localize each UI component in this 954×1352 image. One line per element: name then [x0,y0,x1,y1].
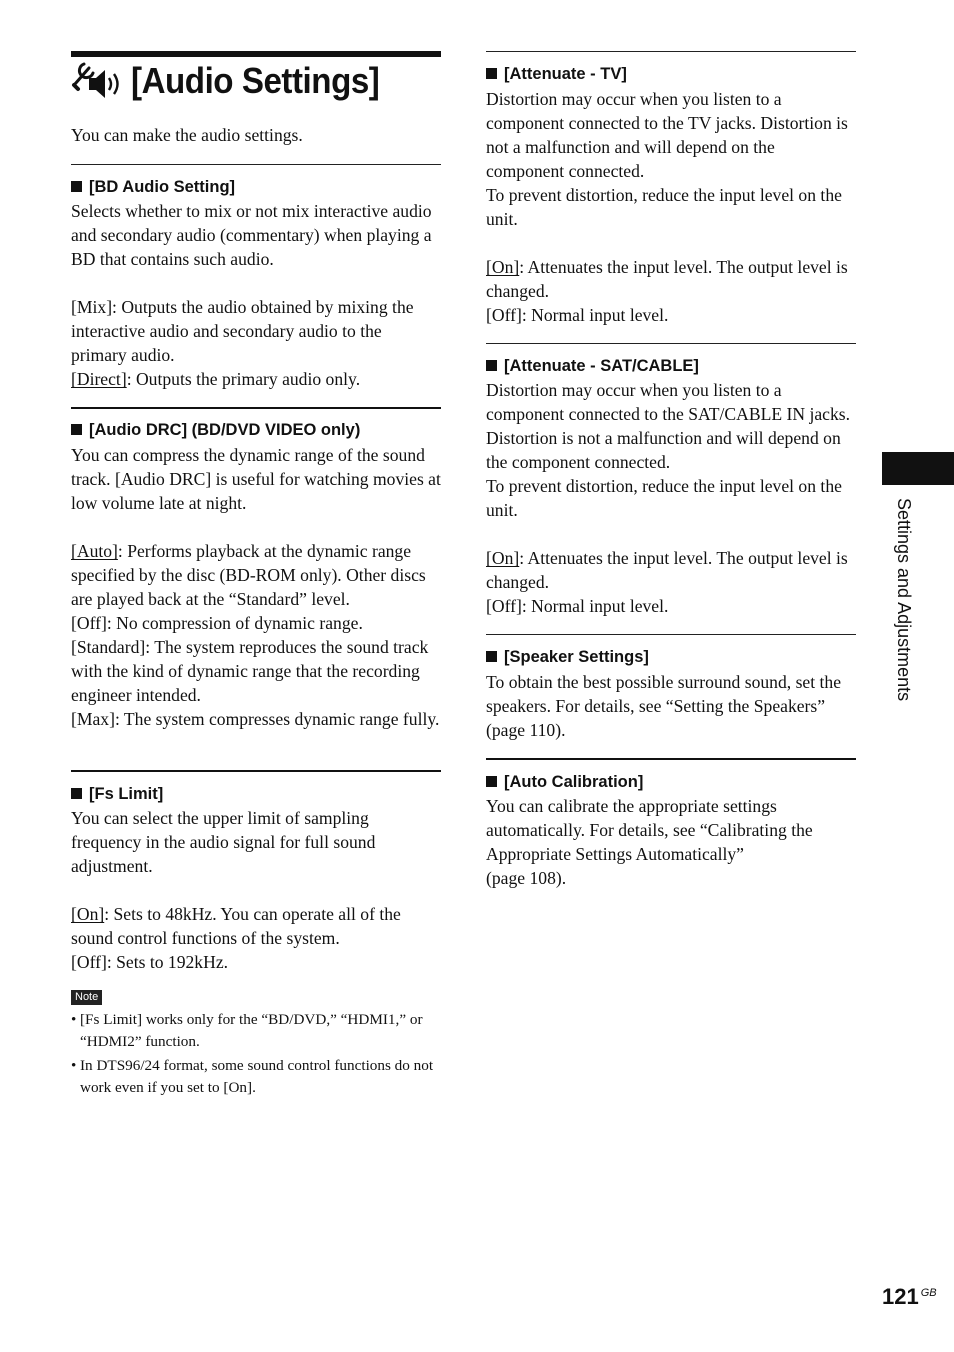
square-bullet-icon [486,776,497,787]
description: You can calibrate the appropriate settings automatically. For details, see “Calibrating the Appropriate Settings Automatically” [486,796,813,864]
option-standard: [Standard]: The system reproduces the sound track with the kind of dynamic range that the recording engineer intended. [71,637,429,705]
option-text: : Attenuates the input level. The output level is changed. [486,548,848,592]
option-text: : Performs playback at the dynamic range specified by the disc (BD-ROM only). Other discs are played back at the “Standard” level. [71,541,426,609]
square-bullet-icon [486,68,497,79]
heading-text: [BD Audio Setting] [89,178,236,196]
option-direct [71,367,441,391]
section-body-speaker [486,670,856,742]
section-heading-audio-drc [71,421,360,440]
option-off: [Off]: Normal input level. [486,305,669,325]
page-title: [Audio Settings] [131,60,380,101]
note-item: • [Fs Limit] works only for the “BD/DVD,” “HDMI1,” or “HDMI2” function. [71,1009,443,1053]
section-heading-bd-audio [71,178,235,197]
intro-text: You can make the audio settings. [71,125,303,145]
description-2: (page 108). [486,868,567,888]
square-bullet-icon [486,651,497,662]
heading-text: [Attenuate - SAT/CABLE] [504,357,699,375]
section-heading-attenuate-tv [486,65,627,84]
square-bullet-icon [71,181,82,192]
square-bullet-icon [71,788,82,799]
section-divider [486,634,856,635]
option-on [486,546,856,594]
section-body-fs-limit [71,806,441,974]
page-number [882,1284,937,1310]
page-number-value: 121 [882,1284,919,1309]
note-item: • In DTS96/24 format, some sound control functions do not work even if you set to [On]. [71,1055,443,1099]
option-off: [Off]: Normal input level. [486,596,669,616]
section-heading-auto-calibration [486,773,643,792]
heading-text: [Attenuate - TV] [504,65,627,83]
description: Distortion may occur when you listen to a component connected to the TV jacks. Distortion is not a malfunction and will depend on the component connected. [486,89,848,181]
option-text: : Outputs the primary audio only. [126,369,361,389]
description-2: To prevent distortion, reduce the input level on the unit. [486,476,842,520]
section-body-bd-audio [71,199,441,391]
square-bullet-icon [486,360,497,371]
title-rule [71,51,441,57]
chapter-label: Settings and Adjustments [894,498,914,702]
note-list [71,1009,443,1101]
wrench-speaker-icon [71,58,125,104]
square-bullet-icon [71,424,82,435]
description: You can select the upper limit of sampling frequency in the audio signal for full sound adjustment. [71,808,376,876]
section-body-audio-drc [71,443,441,731]
option-text: : Attenuates the input level. The output level is changed. [486,257,848,301]
section-divider [71,407,441,409]
section-divider [71,164,441,165]
default-option-key: [On] [486,548,520,568]
note-badge: Note [71,990,102,1005]
section-heading-attenuate-sat [486,357,699,376]
description: Selects whether to mix or not mix interactive audio and secondary audio (commentary) when playing a BD that contains such audio. [71,201,432,269]
option-off: [Off]: No compression of dynamic range. [71,613,363,633]
section-divider [486,51,856,52]
option-on [71,902,441,950]
heading-text: [Auto Calibration] [504,773,644,791]
description-2: To prevent distortion, reduce the input level on the unit. [486,185,842,229]
default-option-key: [On] [71,904,105,924]
heading-text: [Speaker Settings] [504,648,649,666]
section-heading-speaker [486,648,649,667]
page-number-suffix: GB [920,1287,937,1299]
section-body-attenuate-tv [486,87,856,327]
page-title-block [71,58,441,106]
section-body-auto-calibration [486,794,856,890]
description: Distortion may occur when you listen to a component connected to the SAT/CABLE IN jacks. Distortion is not a malfunction and will depend on the component connected. [486,380,851,472]
option-on [486,255,856,303]
description: You can compress the dynamic range of the sound track. [Audio DRC] is useful for watching movies at low volume late at night. [71,445,441,513]
section-body-attenuate-sat [486,378,856,618]
option-auto [71,539,441,611]
section-divider [486,758,856,760]
section-heading-fs-limit [71,785,163,804]
default-option-key: [On] [486,257,520,277]
option-text: : Sets to 48kHz. You can operate all of the sound control functions of the system. [71,904,401,948]
option-max: [Max]: The system compresses dynamic range fully. [71,709,440,729]
heading-text: [Audio DRC] (BD/DVD VIDEO only) [89,421,361,439]
default-option-key: [Direct] [71,369,127,389]
description: To obtain the best possible surround sound, set the speakers. For details, see “Setting the Speakers” (page 110). [486,672,842,740]
section-divider [71,770,441,772]
heading-text: [Fs Limit] [89,785,164,803]
section-divider [486,343,856,344]
option-mix: [Mix]: Outputs the audio obtained by mixing the interactive audio and secondary audio to the primary audio. [71,297,414,365]
default-option-key: [Auto] [71,541,118,561]
option-off: [Off]: Sets to 192kHz. [71,952,229,972]
chapter-tab [882,452,954,485]
